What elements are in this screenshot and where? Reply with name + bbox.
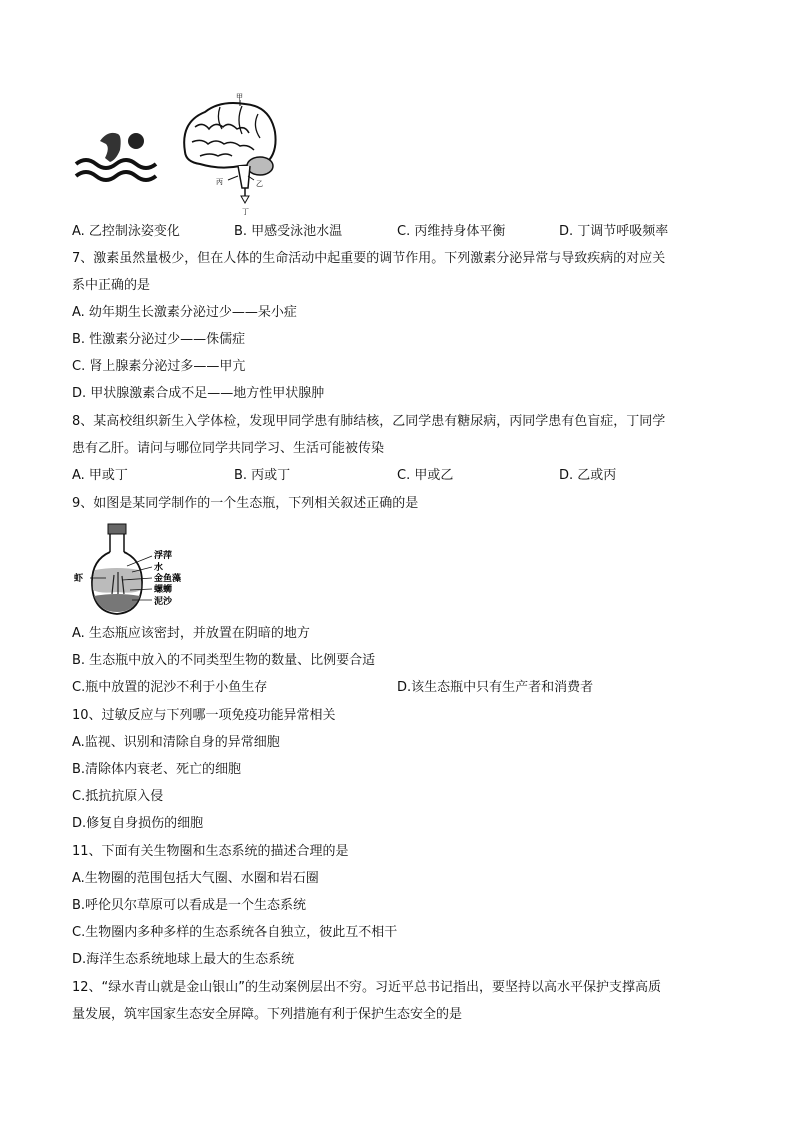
swimmer-head-icon [128, 133, 144, 149]
q9-option-b: B. 生态瓶中放入的不同类型生物的数量、比例要合适 [72, 653, 376, 668]
q11-option-b: B.呼伦贝尔草原可以看成是一个生态系统 [72, 898, 307, 913]
ecobottle-figure [72, 520, 197, 620]
q8-option-a: A. 甲或丁 [72, 468, 128, 483]
swimmer-arm-icon [100, 133, 121, 162]
q6-option-c: C. 丙维持身体平衡 [397, 224, 506, 239]
q11-option-c: C.生物圈内多种多样的生态系统各自独立，彼此互不相干 [72, 925, 398, 940]
label-snail: 螺蛳 [154, 585, 173, 595]
q6-option-b: B. 甲感受泳池水温 [234, 224, 343, 239]
q7-option-c: C. 肾上腺素分泌过多——甲亢 [72, 359, 246, 374]
label-water: 水 [154, 563, 164, 573]
q8-option-c: C. 甲或乙 [397, 468, 454, 483]
q9-option-d: D.该生态瓶中只有生产者和消费者 [397, 680, 594, 695]
q10-stem: 10、过敏反应与下列哪一项免疫功能异常相关 [72, 708, 336, 723]
wave-line-1 [76, 160, 156, 168]
q8-stem-line1: 8、某高校组织新生入学体检，发现甲同学患有肺结核，乙同学患有糖尿病，丙同学患有色盲症，丁同学 [72, 414, 666, 429]
q10-option-c: C.抵抗抗原入侵 [72, 789, 164, 804]
label-sand: 泥沙 [154, 597, 173, 607]
label-bing: 丙 [216, 178, 223, 186]
q10-option-a: A.监视、识别和清除自身的异常细胞 [72, 735, 280, 750]
label-jia: 甲 [236, 93, 243, 101]
q10-option-b: B.清除体内衰老、死亡的细胞 [72, 762, 242, 777]
q10-option-d: D.修复自身损伤的细胞 [72, 816, 204, 831]
label-ding: 丁 [242, 208, 249, 216]
q9-option-a: A. 生态瓶应该密封，并放置在阴暗的地方 [72, 626, 310, 641]
bottle-sand [94, 594, 140, 612]
q9-stem: 9、如图是某同学制作的一个生态瓶，下列相关叙述正确的是 [72, 496, 419, 511]
bottle-cork [108, 524, 126, 534]
q9-option-c: C.瓶中放置的泥沙不利于小鱼生存 [72, 680, 268, 695]
q8-option-d: D. 乙或丙 [559, 468, 617, 483]
label-shrimp: 虾 [74, 574, 84, 584]
q11-option-d: D.海洋生态系统地球上最大的生态系统 [72, 952, 295, 967]
q7-option-d: D. 甲状腺激素合成不足——地方性甲状腺肿 [72, 386, 325, 401]
label-yi: 乙 [256, 180, 263, 188]
q12-stem-line1: 12、“绿水青山就是金山银山”的生动案例层出不穷。习近平总书记指出，要坚持以高水平保护支撑高质 [72, 980, 662, 995]
q7-stem-line2: 系中正确的是 [72, 278, 151, 293]
q6-option-d: D. 丁调节呼吸频率 [559, 224, 669, 239]
q8-option-b: B. 丙或丁 [234, 468, 291, 483]
brain-cerebellum [247, 157, 273, 175]
q8-stem-line2: 患有乙肝。请问与哪位同学共同学习、生活可能被传染 [72, 441, 385, 456]
q12-stem-line2: 量发展，筑牢国家生态安全屏障。下列措施有利于保护生态安全的是 [72, 1007, 463, 1022]
q6-option-a: A. 乙控制泳姿变化 [72, 224, 180, 239]
q7-option-b: B. 性激素分泌过少——侏儒症 [72, 332, 246, 347]
label-weed: 金鱼藻 [154, 574, 182, 584]
brain-stem [238, 166, 250, 188]
q7-stem-line1: 7、激素虽然量极少，但在人体的生命活动中起重要的调节作用。下列激素分泌异常与导致疾病的对应关 [72, 251, 666, 266]
swimmer-brain-figure [70, 92, 290, 217]
wave-line-2 [76, 172, 156, 180]
q11-option-a: A.生物圈的范围包括大气圈、水圈和岩石圈 [72, 871, 319, 886]
label-plankton: 浮萍 [154, 551, 173, 561]
q7-option-a: A. 幼年期生长激素分泌过少——呆小症 [72, 305, 297, 320]
q11-stem: 11、下面有关生物圈和生态系统的描述合理的是 [72, 844, 349, 859]
